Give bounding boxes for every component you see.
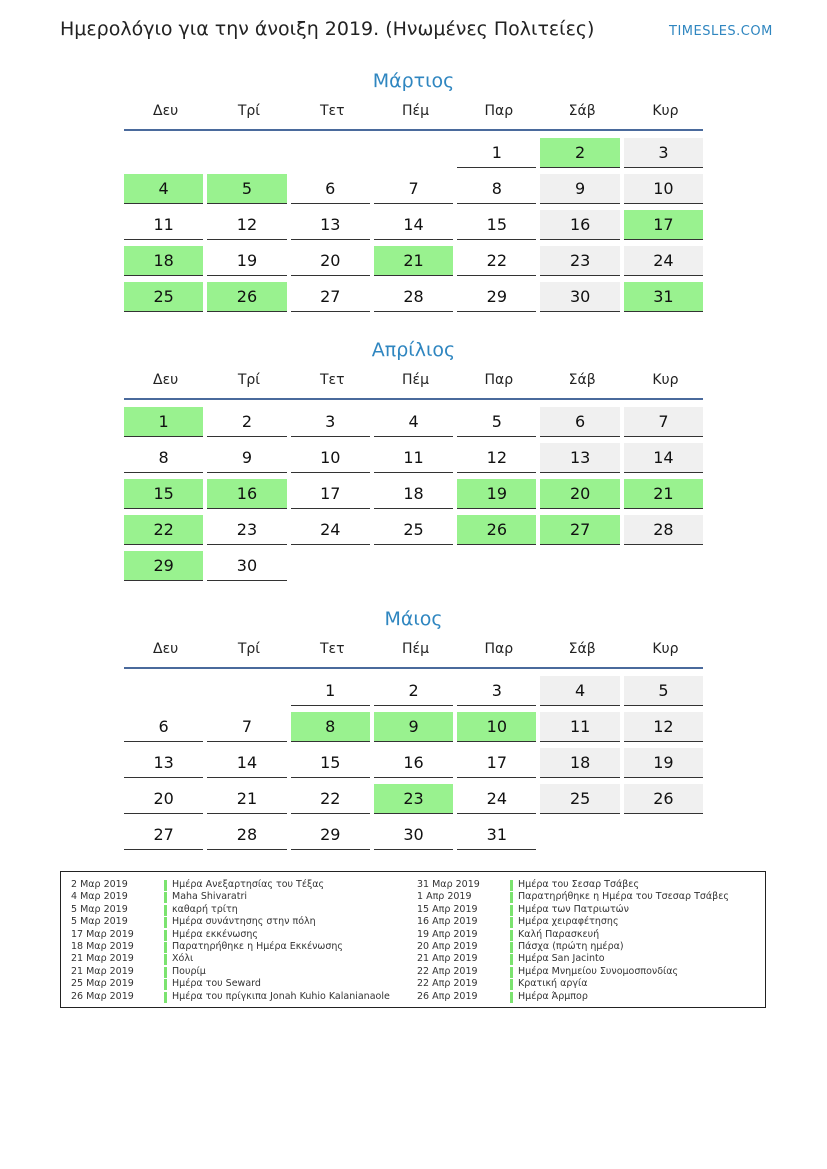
legend-date: 2 Μαρ 2019 bbox=[71, 879, 128, 890]
day-cell bbox=[457, 440, 540, 476]
weekday-header bbox=[124, 370, 703, 400]
day-cell bbox=[457, 404, 540, 440]
holiday-day[interactable]: 27 bbox=[540, 515, 619, 545]
legend-date: 21 Μαρ 2019 bbox=[71, 965, 134, 977]
day-cell bbox=[207, 476, 290, 512]
day-cell bbox=[624, 135, 707, 171]
day-cell bbox=[291, 781, 374, 817]
day-cell bbox=[291, 440, 374, 476]
day-cell bbox=[124, 745, 207, 781]
legend-holiday-name: Ημέρα Άρμπορ bbox=[518, 990, 588, 1002]
day-cell bbox=[291, 673, 374, 709]
day-cell bbox=[540, 709, 623, 745]
legend-date: 15 Απρ 2019 bbox=[417, 903, 478, 915]
day-cell bbox=[624, 243, 707, 279]
weekday-label: Κυρ bbox=[652, 641, 679, 657]
day-cell bbox=[540, 512, 623, 548]
day-number[interactable]: 8 bbox=[457, 174, 536, 204]
holiday-day[interactable]: 15 bbox=[124, 479, 203, 509]
day-cell bbox=[207, 243, 290, 279]
day-cell bbox=[540, 279, 623, 315]
day-cell bbox=[624, 673, 707, 709]
day-cell bbox=[124, 243, 207, 279]
day-number[interactable]: 29 bbox=[457, 282, 536, 312]
day-number[interactable]: 16 bbox=[540, 210, 619, 240]
holiday-marker bbox=[164, 942, 167, 953]
day-number[interactable]: 11 bbox=[374, 443, 453, 473]
legend-holiday-name: Ημέρα του Σεσαρ Τσάβες bbox=[518, 879, 640, 890]
weekday-label: Τετ bbox=[319, 372, 345, 388]
day-cell bbox=[124, 404, 207, 440]
day-cell bbox=[624, 476, 707, 512]
day-number[interactable]: 14 bbox=[624, 443, 703, 473]
legend-holiday-name: Ημέρα San Jacinto bbox=[518, 953, 605, 965]
legend-date: 17 Μαρ 2019 bbox=[71, 928, 134, 940]
day-cell bbox=[374, 243, 457, 279]
holiday-day[interactable]: 26 bbox=[207, 282, 286, 312]
empty-cell bbox=[207, 135, 290, 171]
legend-date: 25 Μαρ 2019 bbox=[71, 978, 134, 990]
day-cell bbox=[540, 207, 623, 243]
legend-holiday-name: Ημέρα Ανεξαρτησίας του Τέξας bbox=[172, 879, 325, 890]
legend-date: 21 Απρ 2019 bbox=[417, 953, 478, 965]
legend-date: 5 Μαρ 2019 bbox=[71, 916, 128, 928]
day-number[interactable]: 18 bbox=[374, 479, 453, 509]
day-number[interactable]: 30 bbox=[374, 820, 453, 850]
day-cell bbox=[624, 781, 707, 817]
weekday-label: Σάβ bbox=[568, 641, 596, 657]
day-cell bbox=[207, 404, 290, 440]
day-cell bbox=[207, 171, 290, 207]
day-cell bbox=[457, 781, 540, 817]
day-number[interactable]: 27 bbox=[291, 282, 370, 312]
holiday-marker bbox=[164, 892, 167, 903]
day-cell bbox=[124, 171, 207, 207]
day-number[interactable]: 22 bbox=[291, 784, 370, 814]
day-grid bbox=[124, 404, 703, 584]
day-number[interactable]: 6 bbox=[540, 407, 619, 437]
day-cell bbox=[540, 476, 623, 512]
legend-holiday-name: Maha Shivaratri bbox=[172, 891, 248, 903]
legend-holiday-name: Παρατηρήθηκε η Ημέρα Εκκένωσης bbox=[172, 940, 343, 952]
day-number[interactable]: 11 bbox=[124, 210, 203, 240]
weekday-label: Παρ bbox=[484, 641, 514, 657]
holiday-day[interactable]: 10 bbox=[457, 712, 536, 742]
day-cell bbox=[291, 207, 374, 243]
legend-holiday-name: Ημέρα χειραφέτησης bbox=[518, 916, 619, 928]
day-cell bbox=[457, 512, 540, 548]
day-cell bbox=[124, 781, 207, 817]
holiday-day[interactable]: 26 bbox=[457, 515, 536, 545]
day-number[interactable]: 6 bbox=[291, 174, 370, 204]
legend-holiday-name: Ημέρα συνάντησης στην πόλη bbox=[172, 916, 316, 928]
day-number[interactable]: 23 bbox=[540, 246, 619, 276]
day-number[interactable]: 24 bbox=[624, 246, 703, 276]
day-cell bbox=[207, 709, 290, 745]
day-cell bbox=[124, 709, 207, 745]
holiday-day[interactable]: 17 bbox=[624, 210, 703, 240]
legend-holiday-name: Ημέρα των Πατριωτών bbox=[518, 903, 629, 915]
day-cell bbox=[374, 817, 457, 853]
holiday-day[interactable]: 21 bbox=[624, 479, 703, 509]
empty-cell bbox=[124, 673, 207, 709]
day-number[interactable]: 12 bbox=[624, 712, 703, 742]
day-number[interactable]: 7 bbox=[207, 712, 286, 742]
day-number[interactable]: 3 bbox=[457, 676, 536, 706]
holiday-day[interactable]: 29 bbox=[124, 551, 203, 581]
holiday-day[interactable]: 31 bbox=[624, 282, 703, 312]
day-number[interactable]: 3 bbox=[291, 407, 370, 437]
day-cell bbox=[207, 817, 290, 853]
day-cell bbox=[540, 673, 623, 709]
weekday-label: Σάβ bbox=[568, 103, 596, 119]
day-cell bbox=[624, 709, 707, 745]
legend-holiday-name: Ημέρα εκκένωσης bbox=[172, 928, 258, 940]
day-cell bbox=[291, 171, 374, 207]
day-cell bbox=[374, 404, 457, 440]
weekday-label: Δευ bbox=[153, 641, 179, 657]
day-cell bbox=[374, 709, 457, 745]
day-number[interactable]: 14 bbox=[374, 210, 453, 240]
empty-cell bbox=[207, 673, 290, 709]
day-number[interactable]: 30 bbox=[207, 551, 286, 581]
day-number[interactable]: 25 bbox=[374, 515, 453, 545]
day-cell bbox=[207, 548, 290, 584]
day-number[interactable]: 9 bbox=[207, 443, 286, 473]
legend-date: 31 Μαρ 2019 bbox=[417, 879, 480, 890]
day-number[interactable]: 10 bbox=[624, 174, 703, 204]
weekday-label: Κυρ bbox=[652, 103, 679, 119]
holiday-day[interactable]: 8 bbox=[291, 712, 370, 742]
holiday-marker bbox=[164, 930, 167, 941]
legend-holiday-name: Κρατική αργία bbox=[518, 978, 588, 990]
day-cell bbox=[457, 135, 540, 171]
day-cell bbox=[457, 673, 540, 709]
holiday-day[interactable]: 5 bbox=[207, 174, 286, 204]
day-cell bbox=[457, 171, 540, 207]
holiday-marker bbox=[510, 880, 513, 891]
weekday-label: Τετ bbox=[319, 641, 345, 657]
day-number[interactable]: 17 bbox=[457, 748, 536, 778]
legend-holiday-name: καθαρή τρίτη bbox=[172, 903, 238, 915]
day-cell bbox=[540, 745, 623, 781]
legend-holiday-name: Παρατηρήθηκε η Ημέρα του Τσεσαρ Τσάβες bbox=[518, 891, 729, 903]
day-cell bbox=[207, 745, 290, 781]
day-number[interactable]: 5 bbox=[624, 676, 703, 706]
legend-holiday-name: Καλή Παρασκευή bbox=[518, 928, 600, 940]
day-cell bbox=[457, 817, 540, 853]
holiday-marker bbox=[510, 892, 513, 903]
day-number[interactable]: 2 bbox=[207, 407, 286, 437]
day-grid bbox=[124, 673, 703, 853]
day-number[interactable]: 10 bbox=[291, 443, 370, 473]
legend-holiday-name: Χόλι bbox=[172, 953, 194, 965]
day-number[interactable]: 20 bbox=[124, 784, 203, 814]
holiday-day[interactable]: 25 bbox=[124, 282, 203, 312]
weekday-label: Παρ bbox=[484, 103, 514, 119]
legend-date: 21 Μαρ 2019 bbox=[71, 953, 134, 965]
holiday-marker bbox=[164, 992, 167, 1003]
day-number[interactable]: 27 bbox=[124, 820, 203, 850]
day-cell bbox=[291, 817, 374, 853]
day-cell bbox=[291, 243, 374, 279]
holiday-day[interactable]: 4 bbox=[124, 174, 203, 204]
legend-date: 4 Μαρ 2019 bbox=[71, 891, 128, 903]
month-title: Απρίλιος bbox=[371, 339, 456, 361]
holiday-day[interactable]: 1 bbox=[124, 407, 203, 437]
day-cell bbox=[540, 243, 623, 279]
day-number[interactable]: 13 bbox=[291, 210, 370, 240]
day-cell bbox=[124, 476, 207, 512]
legend-date: 19 Απρ 2019 bbox=[417, 928, 478, 940]
empty-cell bbox=[124, 135, 207, 171]
weekday-label: Δευ bbox=[153, 103, 179, 119]
day-number[interactable]: 7 bbox=[374, 174, 453, 204]
holiday-marker bbox=[510, 992, 513, 1003]
day-number[interactable]: 6 bbox=[124, 712, 203, 742]
day-cell bbox=[624, 440, 707, 476]
day-cell bbox=[624, 512, 707, 548]
day-cell bbox=[124, 817, 207, 853]
day-number[interactable]: 4 bbox=[540, 676, 619, 706]
day-cell bbox=[374, 745, 457, 781]
day-cell bbox=[457, 279, 540, 315]
month-title: Μάιος bbox=[384, 608, 443, 630]
day-number[interactable]: 4 bbox=[374, 407, 453, 437]
holiday-marker bbox=[510, 954, 513, 965]
weekday-label: Πέμ bbox=[402, 372, 430, 388]
legend-holiday-name: Ημέρα Μνημείου Συνομοσπονδίας bbox=[518, 965, 679, 977]
weekday-header bbox=[124, 639, 703, 669]
day-cell bbox=[457, 207, 540, 243]
holiday-day[interactable]: 16 bbox=[207, 479, 286, 509]
day-number[interactable]: 13 bbox=[124, 748, 203, 778]
day-cell bbox=[624, 207, 707, 243]
day-number[interactable]: 24 bbox=[291, 515, 370, 545]
legend-date: 26 Απρ 2019 bbox=[417, 990, 478, 1002]
day-cell bbox=[540, 404, 623, 440]
day-cell bbox=[124, 548, 207, 584]
day-cell bbox=[457, 709, 540, 745]
holiday-marker bbox=[510, 979, 513, 990]
legend-date: 16 Απρ 2019 bbox=[417, 916, 478, 928]
day-cell bbox=[207, 207, 290, 243]
day-cell bbox=[291, 709, 374, 745]
day-number[interactable]: 9 bbox=[540, 174, 619, 204]
day-number[interactable]: 15 bbox=[457, 210, 536, 240]
day-cell bbox=[124, 440, 207, 476]
day-cell bbox=[374, 207, 457, 243]
day-cell bbox=[457, 476, 540, 512]
day-cell bbox=[457, 745, 540, 781]
day-number[interactable]: 11 bbox=[540, 712, 619, 742]
legend-date: 22 Απρ 2019 bbox=[417, 965, 478, 977]
day-number[interactable]: 26 bbox=[624, 784, 703, 814]
weekday-label: Τρί bbox=[237, 103, 261, 119]
day-number[interactable]: 25 bbox=[540, 784, 619, 814]
day-number[interactable]: 14 bbox=[207, 748, 286, 778]
legend-holiday-name: Πάσχα (πρώτη ημέρα) bbox=[518, 940, 624, 952]
day-cell bbox=[291, 745, 374, 781]
holiday-marker bbox=[510, 905, 513, 916]
day-number[interactable]: 21 bbox=[207, 784, 286, 814]
day-number[interactable]: 28 bbox=[374, 282, 453, 312]
day-number[interactable]: 28 bbox=[624, 515, 703, 545]
holiday-day[interactable]: 18 bbox=[124, 246, 203, 276]
day-cell bbox=[374, 279, 457, 315]
day-cell bbox=[207, 781, 290, 817]
day-cell bbox=[374, 476, 457, 512]
holiday-day[interactable]: 23 bbox=[374, 784, 453, 814]
day-number[interactable]: 17 bbox=[291, 479, 370, 509]
day-cell bbox=[291, 404, 374, 440]
day-number[interactable]: 23 bbox=[207, 515, 286, 545]
month-block bbox=[124, 606, 703, 853]
day-number[interactable]: 16 bbox=[374, 748, 453, 778]
page-title: Ημερολόγιο για την άνοιξη 2019. (Ηνωμένες Πολιτείες) bbox=[60, 18, 595, 40]
holiday-marker bbox=[510, 930, 513, 941]
day-number[interactable]: 30 bbox=[540, 282, 619, 312]
day-number[interactable]: 28 bbox=[207, 820, 286, 850]
holiday-day[interactable]: 22 bbox=[124, 515, 203, 545]
empty-cell bbox=[291, 135, 374, 171]
day-cell bbox=[291, 476, 374, 512]
day-cell bbox=[207, 440, 290, 476]
day-number[interactable]: 29 bbox=[291, 820, 370, 850]
legend-holiday-name: Ημέρα του πρίγκιπα Jonah Kuhio Kalanianaole bbox=[172, 990, 390, 1002]
weekday-label: Πέμ bbox=[402, 641, 430, 657]
holiday-marker bbox=[164, 905, 167, 916]
day-cell bbox=[624, 171, 707, 207]
day-number[interactable]: 1 bbox=[291, 676, 370, 706]
day-cell bbox=[374, 781, 457, 817]
day-cell bbox=[374, 512, 457, 548]
day-cell bbox=[124, 207, 207, 243]
day-number[interactable]: 7 bbox=[624, 407, 703, 437]
day-cell bbox=[374, 171, 457, 207]
weekday-label: Κυρ bbox=[652, 372, 679, 388]
holiday-legend bbox=[60, 871, 766, 1008]
holiday-day[interactable]: 20 bbox=[540, 479, 619, 509]
day-cell bbox=[291, 512, 374, 548]
holiday-marker bbox=[164, 967, 167, 978]
day-cell bbox=[540, 781, 623, 817]
legend-date: 1 Απρ 2019 bbox=[417, 891, 472, 903]
day-number[interactable]: 22 bbox=[457, 246, 536, 276]
day-cell bbox=[457, 243, 540, 279]
day-number[interactable]: 1 bbox=[457, 138, 536, 168]
weekday-header bbox=[124, 101, 703, 131]
day-number[interactable]: 20 bbox=[291, 246, 370, 276]
day-cell bbox=[624, 745, 707, 781]
day-number[interactable]: 2 bbox=[374, 676, 453, 706]
legend-holiday-name: Ημέρα του Seward bbox=[172, 978, 261, 990]
holiday-marker bbox=[510, 917, 513, 928]
day-number[interactable]: 31 bbox=[457, 820, 536, 850]
weekday-label: Τετ bbox=[319, 103, 345, 119]
legend-holiday-name: Πουρίμ bbox=[172, 965, 206, 977]
holiday-marker bbox=[164, 917, 167, 928]
day-number[interactable]: 12 bbox=[457, 443, 536, 473]
holiday-marker bbox=[164, 954, 167, 965]
day-cell bbox=[374, 673, 457, 709]
weekday-label: Τρί bbox=[237, 641, 261, 657]
day-grid bbox=[124, 135, 703, 315]
day-cell bbox=[207, 279, 290, 315]
day-number[interactable]: 8 bbox=[124, 443, 203, 473]
site-logo[interactable]: TIMESLES.COM bbox=[669, 24, 773, 39]
legend-date: 22 Απρ 2019 bbox=[417, 978, 478, 990]
day-number[interactable]: 19 bbox=[207, 246, 286, 276]
day-cell bbox=[540, 440, 623, 476]
weekday-label: Παρ bbox=[484, 372, 514, 388]
legend-date: 20 Απρ 2019 bbox=[417, 940, 478, 952]
day-number[interactable]: 3 bbox=[624, 138, 703, 168]
holiday-day[interactable]: 9 bbox=[374, 712, 453, 742]
month-block bbox=[124, 68, 703, 315]
day-cell bbox=[124, 279, 207, 315]
holiday-day[interactable]: 2 bbox=[540, 138, 619, 168]
day-cell bbox=[624, 279, 707, 315]
day-number[interactable]: 24 bbox=[457, 784, 536, 814]
day-number[interactable]: 19 bbox=[624, 748, 703, 778]
holiday-marker bbox=[164, 979, 167, 990]
day-cell bbox=[374, 440, 457, 476]
holiday-day[interactable]: 19 bbox=[457, 479, 536, 509]
holiday-marker bbox=[510, 967, 513, 978]
day-cell bbox=[124, 512, 207, 548]
day-number[interactable]: 13 bbox=[540, 443, 619, 473]
holiday-marker bbox=[164, 880, 167, 891]
weekday-label: Σάβ bbox=[568, 372, 596, 388]
weekday-label: Τρί bbox=[237, 372, 261, 388]
day-number[interactable]: 15 bbox=[291, 748, 370, 778]
legend-date: 26 Μαρ 2019 bbox=[71, 990, 134, 1002]
day-cell bbox=[540, 135, 623, 171]
day-number[interactable]: 18 bbox=[540, 748, 619, 778]
legend-date: 5 Μαρ 2019 bbox=[71, 903, 128, 915]
weekday-label: Δευ bbox=[153, 372, 179, 388]
day-cell bbox=[291, 279, 374, 315]
day-number[interactable]: 12 bbox=[207, 210, 286, 240]
day-cell bbox=[624, 404, 707, 440]
day-number[interactable]: 5 bbox=[457, 407, 536, 437]
empty-cell bbox=[374, 135, 457, 171]
month-title: Μάρτιος bbox=[372, 70, 455, 92]
month-block bbox=[124, 337, 703, 584]
day-cell bbox=[207, 512, 290, 548]
day-cell bbox=[540, 171, 623, 207]
weekday-label: Πέμ bbox=[402, 103, 430, 119]
holiday-day[interactable]: 21 bbox=[374, 246, 453, 276]
legend-date: 18 Μαρ 2019 bbox=[71, 940, 134, 952]
holiday-marker bbox=[510, 942, 513, 953]
